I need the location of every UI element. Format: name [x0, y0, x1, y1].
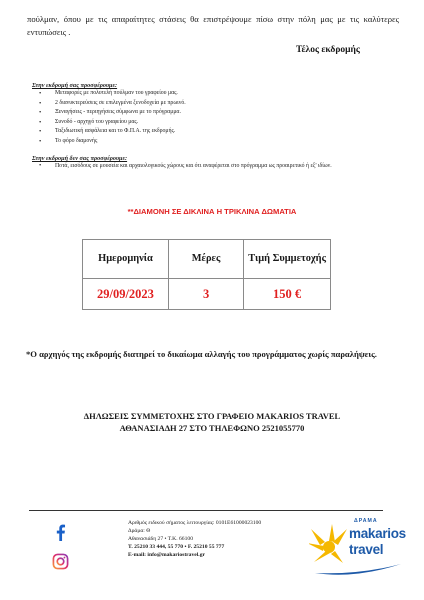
- header-days: Μέρες: [168, 240, 243, 279]
- list-item: • Ξεναγήσεις - περιηγήσεις σύμφωνα με το πρόγραμμα.: [34, 108, 374, 118]
- cell-date: 29/09/2023: [83, 279, 169, 310]
- list-item: • 2 διανυκτερεύσεις σε επιλεγμένα ξενοδοχεία με πρωινό.: [34, 99, 374, 109]
- list-item: • Ταξιδιωτική ασφάλεια και το Φ.Π.Α. της εκδρομής.: [34, 127, 374, 137]
- instagram-icon[interactable]: [52, 553, 69, 570]
- header-date: Ημερομηνία: [83, 240, 169, 279]
- facebook-icon[interactable]: [52, 524, 69, 541]
- logo-city-text: ΔΡΑΜΑ: [354, 518, 378, 524]
- logo-brand-word-2: travel: [349, 542, 384, 557]
- cell-days: 3: [168, 279, 243, 310]
- list-item: • Συνοδό - αρχηγό του γραφείου μας.: [34, 118, 374, 128]
- program-change-note: *Ο αρχηγός της εκδρομής διατηρεί το δικαίωμα αλλαγής του προγράμματος χωρίς παραλήψεις.: [26, 349, 377, 359]
- price-table: [82, 239, 331, 310]
- address-line: Αθανασιάδη 27 • Τ.Κ. 66100: [128, 536, 193, 542]
- applications-notice: [0, 410, 424, 434]
- list-item: • Ποτά, εισόδους σε μουσεία και αρχαιολογικούς χώρους και ότι αναφέρεται στο πρόγραμμα ως προαιρετικό ή εξ' ιδίων.: [34, 162, 380, 171]
- applications-line-2: ΑΘΑΝΑΣΙΑΔΗ 27 ΣΤΟ ΤΗΛΕΦΩΝΟ 2521055770: [119, 423, 305, 433]
- license-number: Αριθμός ειδικού σήματος λειτουργίας: 0101Ε61000023100: [128, 520, 262, 526]
- not-offered-heading: Στην εκδρομή δεν σας προσφέρουμε:: [32, 155, 128, 162]
- list-item: • Μεταφορές με πολυτελή πούλμαν του γραφείου μας.: [34, 89, 374, 99]
- table-header-row: [83, 240, 331, 279]
- logo-brand-word-1: makarios: [349, 526, 406, 541]
- header-price: Τιμή Συμμετοχής: [244, 240, 331, 279]
- footer-divider: [29, 510, 383, 511]
- cell-price: 150 €: [244, 279, 331, 310]
- contact-info: [128, 519, 261, 559]
- city-label: Δράμα: Θ: [128, 528, 151, 534]
- applications-line-1: ΔΗΛΩΣΕΙΣ ΣΥΜΜΕΤΟΧΗΣ ΣΤΟ ΓΡΑΦΕΙΟ MAKARIOS TRAVEL: [83, 411, 341, 421]
- offers-heading: Στην εκδρομή σας προσφέρουμε:: [32, 82, 118, 89]
- phone-line: Τ. 25210 33 444, 55 770 • F. 25210 55 777: [128, 544, 225, 550]
- offers-list: [34, 89, 374, 146]
- intro-paragraph: πούλμαν, όπου με τις απαραίτητες στάσεις θα επιστρέψουμε πίσω στην πόλη μας με τις καλύτερες εντυπώσεις .: [27, 14, 399, 37]
- not-offered-list: [34, 162, 380, 171]
- list-item: • Το φόρο διαμονής: [34, 137, 374, 147]
- end-of-trip-title: Τέλος εκδρομής: [296, 45, 360, 55]
- table-row: [83, 279, 331, 310]
- email-line[interactable]: E-mail: info@makariostravel.gr: [128, 552, 205, 558]
- accommodation-note: **ΔΙΑΜΟΝΗ ΣΕ ΔΙΚΛΙΝΑ Η ΤΡΙΚΛΙΝΑ ΔΩΜΑΤΙΑ: [127, 207, 297, 216]
